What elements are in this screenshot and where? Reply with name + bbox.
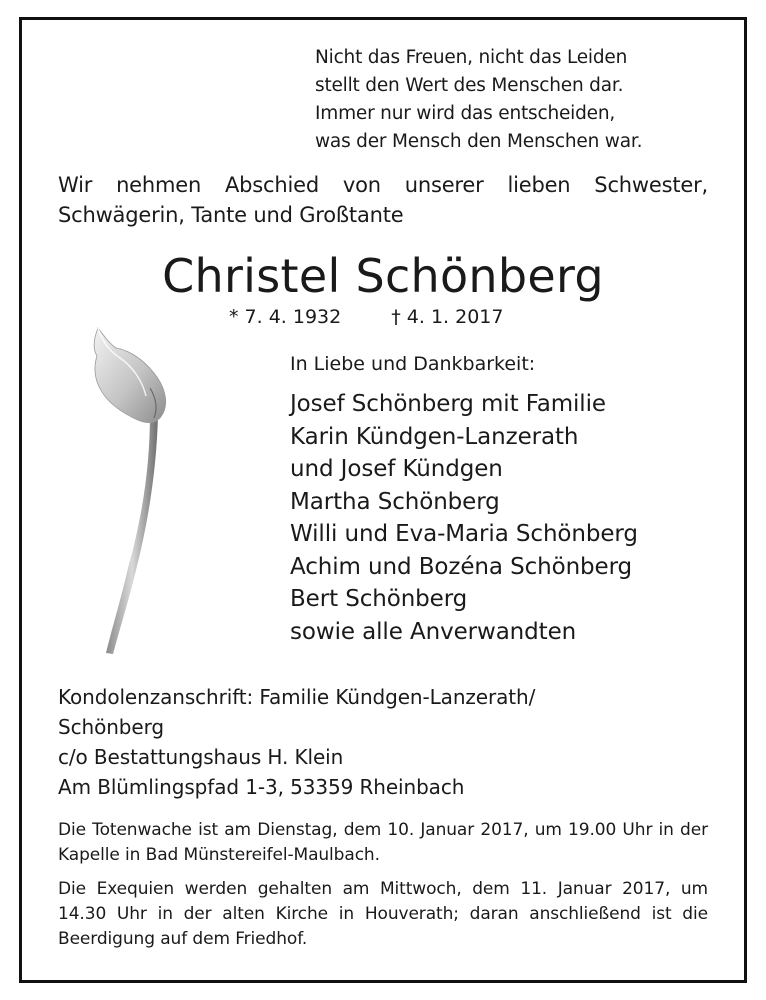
poem-line: stellt den Wert des Menschen dar.: [315, 75, 624, 96]
mourner-name: sowie alle Anverwandten: [290, 618, 577, 645]
deceased-name: Christel Schönberg: [162, 249, 604, 303]
intro-line: Schwägerin, Tante und Großtante: [58, 203, 404, 227]
wake-notice: Die Totenwache ist am Dienstag, dem 10. Januar 2017, um 19.00 Uhr in der Kapelle in Bad Münstereifel-Maulbach.: [58, 820, 708, 865]
mourner-name: Martha Schönberg: [290, 488, 500, 515]
mourners-list: [290, 350, 638, 648]
address-line: c/o Bestattungshaus H. Klein: [58, 745, 344, 769]
poem-line: Nicht das Freuen, nicht das Leiden: [315, 47, 628, 68]
mourner-name: Karin Kündgen-Lanzerath: [290, 423, 579, 450]
mourner-name: Josef Schönberg mit Familie: [290, 391, 606, 417]
mourners-heading: In Liebe und Dankbarkeit:: [290, 353, 536, 375]
mourner-name: Willi und Eva-Maria Schönberg: [290, 521, 638, 547]
exequies-notice: Die Exequien werden gehalten am Mittwoch, dem 11. Januar 2017, um 14.30 Uhr in der alten Kirche in Houverath; daran anschließend ist die Beerdigung auf dem Friedhof.: [58, 879, 708, 949]
farewell-intro: [58, 170, 708, 230]
mourner-name: Bert Schönberg: [290, 586, 468, 612]
poem-line: was der Mensch den Menschen war.: [315, 131, 643, 152]
mourner-name: Achim und Bozéna Schönberg: [290, 553, 633, 580]
address-line: Schönberg: [58, 715, 164, 739]
poem: [315, 44, 642, 156]
mourner-name: und Josef Kündgen: [290, 456, 503, 482]
address-line: Am Blümlingspfad 1-3, 53359 Rheinbach: [58, 775, 465, 799]
address-line: Kondolenzanschrift: Familie Kündgen-Lanzerath/: [58, 685, 536, 709]
birth-date: * 7. 4. 1932: [229, 306, 342, 328]
condolence-address: [58, 682, 535, 802]
life-dates: [229, 303, 503, 331]
poem-line: Immer nur wird das entscheiden,: [315, 103, 616, 124]
calla-lily-icon: [80, 318, 190, 658]
intro-line: Wir nehmen Abschied von unserer lieben Schwester,: [58, 173, 708, 197]
death-date: † 4. 1. 2017: [391, 306, 504, 328]
